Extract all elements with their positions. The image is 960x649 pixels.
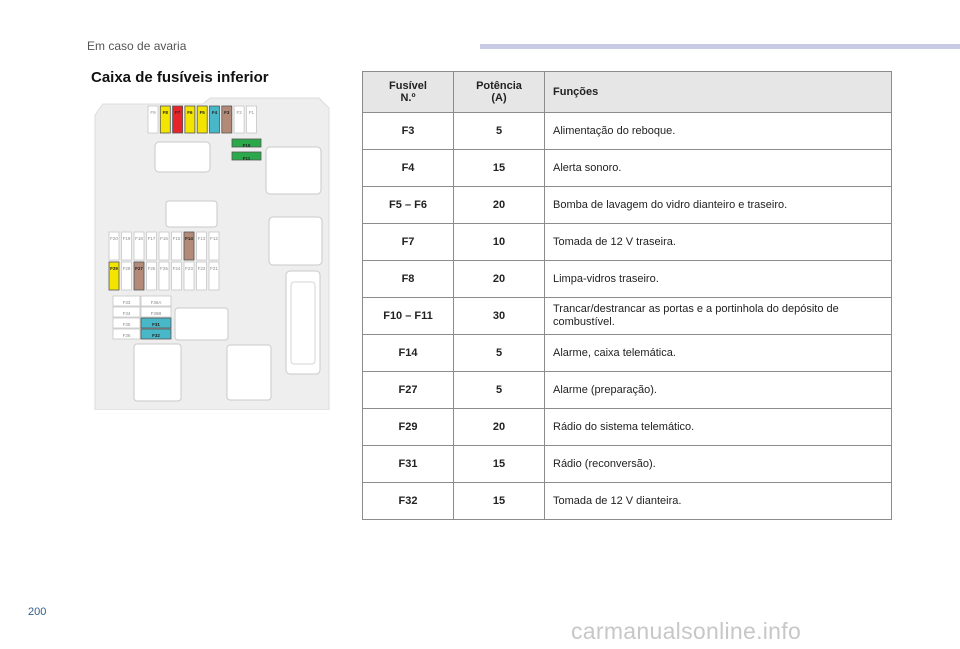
fuse-label: F3 [224, 110, 230, 115]
fuse-slot [109, 262, 119, 290]
fuse-cell: F4 [363, 150, 454, 187]
fuse-slot [184, 232, 194, 260]
amp-cell: 5 [454, 113, 545, 150]
fuse-label: F36B [150, 311, 162, 316]
amp-cell: 5 [454, 372, 545, 409]
maxi-fuse-slot [141, 307, 171, 317]
amp-cell: 15 [454, 150, 545, 187]
section-header: Em caso de avaria [87, 39, 187, 53]
table-row [363, 224, 892, 261]
fuse-slot [197, 106, 207, 133]
maxi-fuse-slot [113, 318, 140, 328]
fuse-slot [172, 232, 182, 260]
fuse-label: F35 [122, 322, 131, 327]
fuse-label: F20 [110, 236, 118, 241]
fuse-slot [159, 232, 169, 260]
fuse-slot [209, 232, 219, 260]
table-row [363, 298, 892, 335]
table-row [363, 261, 892, 298]
fuse-label: F4 [211, 110, 218, 115]
fuse-slot [134, 262, 144, 290]
header-functions: Funções [545, 72, 892, 113]
fuse-label: F7 [174, 110, 181, 115]
fuse-label: F29 [110, 266, 118, 271]
fuse-slot [160, 106, 170, 133]
amp-cell: 20 [454, 409, 545, 446]
fuse-table [362, 71, 892, 520]
fuse-label: F27 [135, 266, 143, 271]
fuse-label: F10 [242, 143, 251, 148]
fuse-slot [122, 232, 132, 260]
fuse-label: F36A [150, 300, 162, 305]
maxi-fuse-slot [113, 307, 140, 317]
header-bar [480, 44, 960, 49]
fuse-label: F16 [160, 236, 168, 241]
fuse-label: F33 [122, 300, 131, 305]
fuse-cell: F27 [363, 372, 454, 409]
fuse-cell: F10 – F11 [363, 298, 454, 335]
fuse-label: F21 [210, 266, 218, 271]
fuse-label: F13 [197, 236, 206, 241]
function-cell: Limpa-vidros traseiro. [545, 261, 892, 298]
fuse-cell: F14 [363, 335, 454, 372]
page-number: 200 [28, 606, 47, 618]
fuse-label: F36 [122, 333, 131, 338]
page-title: Caixa de fusíveis inferior [91, 69, 269, 86]
fuse-slot [159, 262, 169, 290]
fuse-slot [222, 106, 232, 133]
function-cell: Alarme (preparação). [545, 372, 892, 409]
fuse-label: F19 [122, 236, 131, 241]
fuse-label: F5 [199, 110, 205, 115]
fuse-label: F25 [160, 266, 168, 271]
amp-cell: 5 [454, 335, 545, 372]
fuse-label: F6 [187, 110, 193, 115]
function-cell: Bomba de lavagem do vidro dianteiro e traseiro. [545, 187, 892, 224]
amp-cell: 20 [454, 187, 545, 224]
table-row [363, 113, 892, 150]
fuse-label: F23 [185, 266, 193, 271]
function-cell: Trancar/destrancar as portas e a portinhola do depósito de combustível. [545, 298, 892, 335]
fuse-slot [197, 232, 207, 260]
table-row [363, 187, 892, 224]
function-cell: Alarme, caixa telemática. [545, 335, 892, 372]
fuse-slot [197, 262, 207, 290]
function-cell: Rádio (reconversão). [545, 446, 892, 483]
fuse-slot [210, 106, 220, 133]
amp-cell: 30 [454, 298, 545, 335]
fuse-cell: F7 [363, 224, 454, 261]
fuse-slot [209, 262, 219, 290]
maxi-fuse-slot [113, 329, 140, 339]
function-cell: Rádio do sistema telemático. [545, 409, 892, 446]
amp-cell: 20 [454, 261, 545, 298]
fuse-slot [172, 262, 182, 290]
fuse-label: F32 [152, 333, 160, 338]
fuse-label: F31 [152, 322, 160, 327]
header-fuse-number: Fusível N.º [363, 72, 454, 113]
watermark: carmanualsonline.info [571, 618, 802, 644]
fuse-label: F14 [185, 236, 193, 241]
amp-cell: 15 [454, 446, 545, 483]
fuse-slot [147, 262, 157, 290]
fuse-label: F11 [242, 156, 251, 161]
fuse-cell: F5 – F6 [363, 187, 454, 224]
fuse-slot [184, 262, 194, 290]
maxi-fuse-slot [141, 318, 171, 328]
fuse-slot [148, 106, 158, 133]
fuse-label: F17 [147, 236, 156, 241]
fuse-label: F24 [172, 266, 181, 271]
fuse-cell: F32 [363, 483, 454, 520]
fuse-label: F12 [210, 236, 218, 241]
fuse-label: F34 [122, 311, 131, 316]
function-cell: Alerta sonoro. [545, 150, 892, 187]
fuse-slot [109, 232, 119, 260]
table-row [363, 335, 892, 372]
fuse-slot [147, 232, 157, 260]
table-row [363, 372, 892, 409]
table-row [363, 409, 892, 446]
fuse-label: F1 [248, 110, 255, 115]
fuse-slot [122, 262, 132, 290]
fuse-slot [185, 106, 195, 133]
fuse-label: F22 [197, 266, 206, 271]
fuse-slot [234, 106, 244, 133]
fuse-slot [246, 106, 256, 133]
amp-cell: 10 [454, 224, 545, 261]
relay-slot [232, 139, 261, 148]
maxi-fuse-slot [141, 329, 171, 339]
fuse-cell: F8 [363, 261, 454, 298]
table-row [363, 483, 892, 520]
maxi-fuse-slot [141, 296, 171, 306]
fuse-label: F8 [162, 110, 168, 115]
fuse-label: F9 [150, 110, 156, 115]
fuse-label: F26 [147, 266, 156, 271]
fuse-box-diagram [93, 96, 333, 410]
fuse-slot [173, 106, 183, 133]
header-amperage: Potência (A) [454, 72, 545, 113]
fuse-label: F2 [236, 110, 242, 115]
fuse-cell: F3 [363, 113, 454, 150]
function-cell: Alimentação do reboque. [545, 113, 892, 150]
fuse-label: F28 [122, 266, 131, 271]
fuse-label: F15 [172, 236, 181, 241]
fuse-cell: F31 [363, 446, 454, 483]
fuse-label: F18 [135, 236, 143, 241]
maxi-fuse-slot [113, 296, 140, 306]
fuse-slot [134, 232, 144, 260]
amp-cell: 15 [454, 483, 545, 520]
function-cell: Tomada de 12 V dianteira. [545, 483, 892, 520]
table-row [363, 446, 892, 483]
table-row [363, 150, 892, 187]
function-cell: Tomada de 12 V traseira. [545, 224, 892, 261]
relay-slot [232, 152, 261, 161]
table-header-row [363, 72, 892, 113]
fuse-cell: F29 [363, 409, 454, 446]
